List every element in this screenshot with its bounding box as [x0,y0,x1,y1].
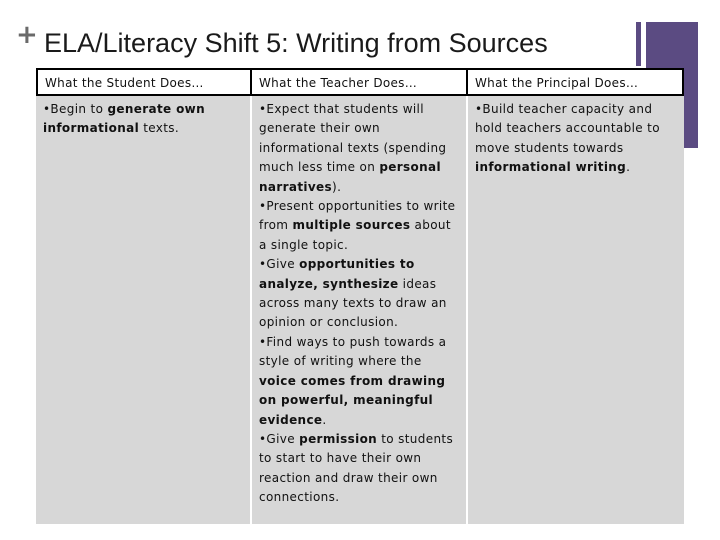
principal-bullet [475,100,678,178]
student-bullet [43,100,244,139]
header-principal: What the Principal Does… [468,68,684,96]
bullet-bold-text: informational [43,121,140,136]
bullet-bold-text: informational writing [475,160,627,175]
bullet-text: •Build teacher capacity and hold teachers accountable to move students towards [475,102,660,155]
principal-cell [468,96,684,524]
teacher-cell [252,96,468,524]
bullet-text: •Begin to [43,102,108,116]
bullet-bold-text: multiple sources [292,218,411,233]
bullet-text: •Give [259,257,300,272]
bullet-text: . [322,412,327,427]
bullet-bold-text: permission [299,431,378,446]
bullet-text: •Expect that students will generate their own informational texts (spending much less time on [259,102,447,175]
bullet-text: ideas across many texts to draw an opinion or conclusion. [259,276,447,330]
bullet-bold-text: personal narratives [259,160,441,194]
bullet-bold-text: generate own [107,102,205,116]
bullet-text: •Give [259,431,300,446]
bullet-text: texts. [139,121,180,136]
bullet-bold-text: opportunities to analyze, synthesize [259,257,415,291]
accent-bar [636,22,641,66]
teacher-bullet [259,333,460,430]
header-teacher: What the Teacher Does… [252,68,468,96]
bullet-bold-text: voice comes from drawing on powerful, meaningful evidence [259,373,446,427]
bullet-text: •Find ways to push towards a style of writing where the [259,334,447,369]
bullet-text: about a single topic. [259,218,451,252]
bullet-text: . [626,160,631,175]
teacher-bullet [259,100,460,197]
teacher-bullet [259,255,460,333]
teacher-bullet [259,430,460,508]
header-student: What the Student Does… [36,68,252,96]
teacher-bullet [259,197,460,255]
shift-table [36,68,684,524]
bullet-text: •Present opportunities to write from [259,199,456,233]
plus-icon: + [16,20,38,50]
bullet-text: to students to start to have their own reaction and draw their own connections. [259,431,454,505]
bullet-text: ). [332,179,342,194]
student-cell [36,96,252,524]
slide-title: ELA/Literacy Shift 5: Writing from Sources [44,28,548,58]
